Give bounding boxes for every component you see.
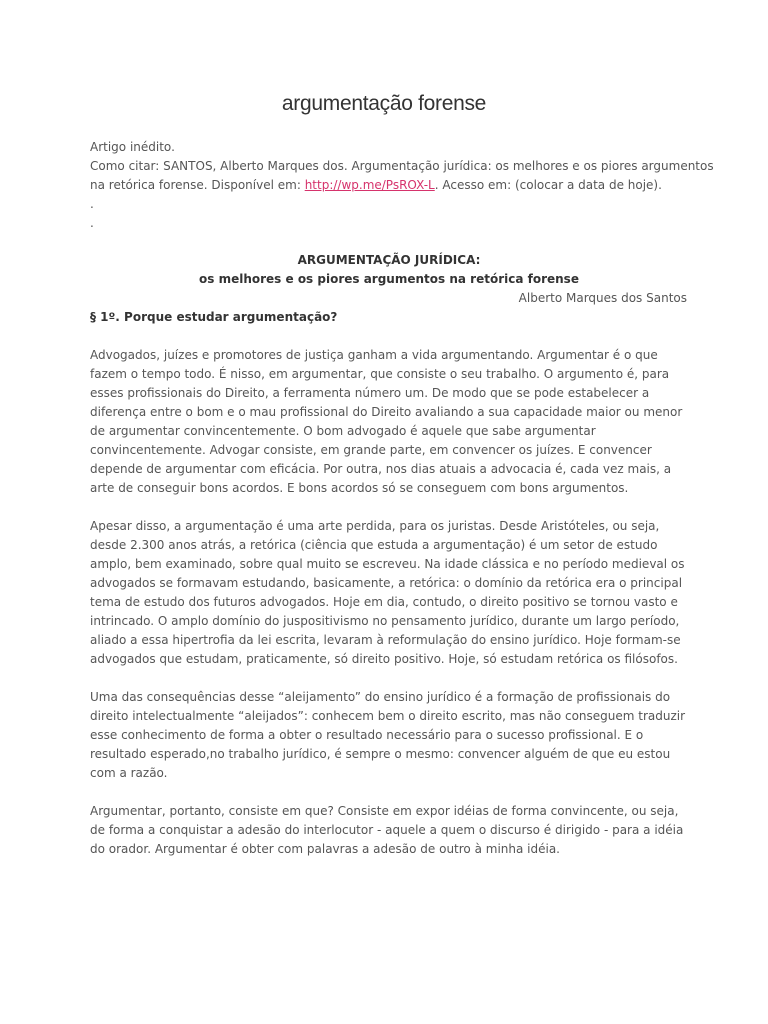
separator-dot-1: . bbox=[90, 197, 94, 211]
body-paragraph: Uma das consequências desse “aleijamento” do ensino jurídico é a formação de profissionais do direito intelectualmente “aleijados”: conhecem bem o direito escrito, mas não conseguem traduzir esse conhecimento de forma a obter o resultado necessário para o sucesso profissional. E o resultado esperado,no trabalho jurídico, é sempre o mesmo: convencer alguém de que eu estou com a razão. bbox=[90, 690, 686, 780]
body-paragraph: Apesar disso, a argumentação é uma arte perdida, para os juristas. Desde Aristóteles, ou seja, desde 2.300 anos atrás, a retórica (ciência que estuda a argumentação) é um setor de estudo amplo, bem examinado, sobre qual muito se escreveu. Na idade clássica e no período medieval os advogados se formavam estudando, basicamente, a retórica: o domínio da retórica era o principal tema de estudo dos futuros advogados. Hoje em dia, contudo, o direito positivo se tornou vasto e intrincado. O amplo domínio do juspositivismo no pensamento jurídico, durante um largo período, aliado a essa hipertrofia da lei escrita, levaram à reformulação do ensino jurídico. Hoje formam-se advogados que estudam, praticamente, só direito positivo. Hoje, só estudam retórica os filósofos. bbox=[90, 519, 685, 666]
citation-link[interactable]: http://wp.me/PsROX-L bbox=[304, 178, 435, 192]
citation-text-after-link: . Acesso em: (colocar a data de hoje). bbox=[434, 178, 662, 192]
section-title: § 1º. Porque estudar argumentação? bbox=[90, 310, 338, 324]
body-paragraph: Argumentar, portanto, consiste em que? Consiste em expor idéias de forma convincente, ou seja, de forma a conquistar a adesão do interlocutor - aquele a quem o discurso é dirigido - para a idéia do orador. Argumentar é obter com palavras a adesão de outro à minha idéia. bbox=[90, 804, 684, 856]
citation-text-before-link: na retórica forense. Disponível em: bbox=[90, 178, 305, 192]
body-paragraph: Advogados, juízes e promotores de justiça ganham a vida argumentando. Argumentar é o que fazem o tempo todo. É nisso, em argumentar, que consiste o seu trabalho. O argumento é, para esses profissionais do Direito, a ferramenta número um. De modo que se pode estabelecer a diferença entre o bom e o mau profissional do Direito avaliando a sua capacidade maior ou menor de argumentar convincentemente. O bom advogado é aquele que sabe argumentar convincentemente. Advogar consiste, em grande parte, em convencer os juízes. E convencer depende de argumentar com eficácia. Por outra, nos dias atuais a advocacia é, cada vez mais, a arte de conseguir bons acordos. E bons acordos só se conseguem com bons argumentos. bbox=[90, 348, 683, 495]
citation-line-2 bbox=[90, 176, 688, 195]
article-heading bbox=[90, 251, 688, 289]
document-title: argumentação forense bbox=[281, 92, 487, 115]
article-heading-line-2: os melhores e os piores argumentos na retórica forense bbox=[199, 272, 579, 286]
separator-dot-2: . bbox=[90, 216, 94, 230]
document-body bbox=[90, 138, 714, 859]
citation-line-1: Como citar: SANTOS, Alberto Marques dos. Argumentação jurídica: os melhores e os piores argumentos bbox=[90, 159, 714, 173]
author-name: Alberto Marques dos Santos bbox=[518, 291, 687, 305]
article-heading-line-1: ARGUMENTAÇÃO JURÍDICA: bbox=[297, 253, 481, 267]
meta-unpublished-note: Artigo inédito. bbox=[90, 140, 175, 154]
